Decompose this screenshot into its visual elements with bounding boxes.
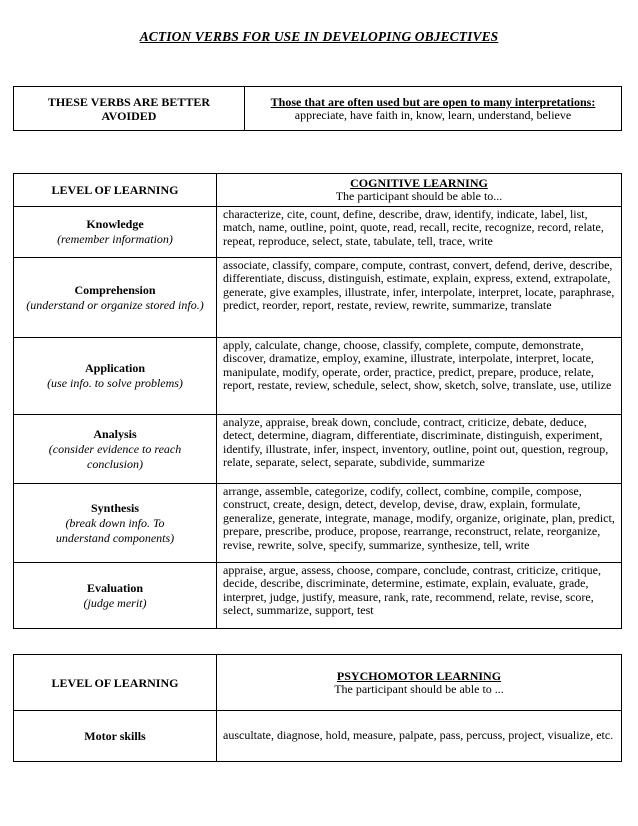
level-name: Application bbox=[84, 361, 145, 375]
psychomotor-subheading: The participant should be able to ... bbox=[334, 681, 504, 696]
avoid-verbs-table bbox=[13, 86, 622, 131]
level-description: (use info. to solve problems) bbox=[47, 376, 183, 390]
psychomotor-level-header: LEVEL OF LEARNING bbox=[14, 655, 217, 711]
level-name: Comprehension bbox=[74, 282, 156, 297]
cognitive-subheading: The participant should be able to... bbox=[335, 189, 503, 203]
verbs-cell: arrange, assemble, categorize, codify, collect, combine, compile, compose, construct, create, design, detect, develop, devise, draw, explain, formulate, generalize, generate, integrate, manage, modify, organize, originate, plan, predict, prepare, prescribe, produce, propose, rearrange, reconstruct, relate, reorganize, revise, rewrite, solve, specify, summarize, synthesize, tell, write bbox=[217, 484, 622, 563]
psychomotor-heading: PSYCHOMOTOR LEARNING bbox=[336, 668, 502, 683]
table-row bbox=[14, 338, 622, 415]
level-description: (break down info. To understand components) bbox=[55, 515, 175, 545]
cognitive-level-header: LEVEL OF LEARNING bbox=[14, 174, 217, 207]
level-description: (judge merit) bbox=[83, 595, 147, 610]
avoid-verbs: appreciate, have faith in, know, learn, understand, believe bbox=[294, 107, 572, 122]
table-row bbox=[14, 711, 622, 762]
psychomotor-header-row bbox=[14, 655, 622, 711]
verbs-cell: appraise, argue, assess, choose, compare, conclude, contrast, criticize, critique, decide, describe, discriminate, determine, estimate, explain, evaluate, grade, interpret, judge, justify, measure, rank, rate, recommend, relate, revise, score, select, summarize, support, test bbox=[217, 563, 622, 629]
level-cell bbox=[14, 258, 217, 338]
table-row bbox=[14, 415, 622, 484]
table-row bbox=[14, 563, 622, 629]
level-cell bbox=[14, 338, 217, 415]
level-cell bbox=[14, 207, 217, 258]
verbs-cell: characterize, cite, count, define, describe, draw, identify, indicate, label, list, match, name, outline, point, quote, read, recall, recite, recognize, record, relate, repeat, reproduce, select, state, tabulate, tell, trace, write bbox=[217, 207, 622, 258]
table-row bbox=[14, 207, 622, 258]
level-cell bbox=[14, 563, 217, 629]
table-row bbox=[14, 258, 622, 338]
level-description: (consider evidence to reach conclusion) bbox=[48, 441, 182, 471]
verbs-cell: apply, calculate, change, choose, classify, complete, compute, demonstrate, discover, dramatize, employ, examine, illustrate, interpolate, interpret, locate, manipulate, modify, operate, order, practice, predict, prepare, produce, relate, report, restate, review, schedule, select, show, sketch, solve, translate, use, utilize bbox=[217, 338, 622, 415]
verbs-cell: analyze, appraise, break down, conclude, contract, criticize, debate, deduce, detect, determine, diagram, differentiate, discriminate, distinguish, experiment, identify, illustrate, infer, inspect, inventory, outline, point out, question, regroup, relate, separate, select, separate, subdivide, summarize bbox=[217, 415, 622, 484]
level-name: Evaluation bbox=[86, 580, 143, 595]
level-name: Analysis bbox=[93, 426, 137, 441]
cognitive-header-row bbox=[14, 174, 622, 207]
table-row bbox=[14, 484, 622, 563]
verbs-cell: associate, classify, compare, compute, contrast, convert, defend, derive, describe, differentiate, discuss, distinguish, estimate, explain, express, extend, extrapolate, generate, give examples, illustrate, infer, interpolate, interpret, locate, paraphrase, predict, reorder, report, restate, review, rewrite, summarize, translate bbox=[217, 258, 622, 338]
cognitive-header-cell bbox=[217, 174, 622, 207]
psychomotor-table bbox=[13, 654, 622, 762]
cognitive-heading: COGNITIVE LEARNING bbox=[350, 176, 488, 190]
avoid-verbs-row bbox=[14, 87, 622, 131]
level-name: Synthesis bbox=[90, 500, 140, 515]
verbs-cell: auscultate, diagnose, hold, measure, palpate, pass, percuss, project, visualize, etc. bbox=[217, 711, 622, 762]
level-name: Knowledge bbox=[86, 217, 144, 231]
level-name: Motor skills bbox=[84, 728, 146, 743]
avoid-heading: Those that are often used but are open to many interpretations: bbox=[270, 94, 596, 109]
avoid-description-cell bbox=[245, 87, 622, 131]
page-title: ACTION VERBS FOR USE IN DEVELOPING OBJECTIVES bbox=[139, 29, 499, 44]
avoid-label: THESE VERBS ARE BETTER AVOIDED bbox=[14, 87, 245, 131]
level-description: (understand or organize stored info.) bbox=[26, 297, 204, 312]
level-cell bbox=[14, 415, 217, 484]
level-cell bbox=[14, 484, 217, 563]
cognitive-table bbox=[13, 173, 622, 629]
level-cell bbox=[14, 711, 217, 762]
level-description: (remember information) bbox=[57, 232, 173, 246]
psychomotor-header-cell bbox=[217, 655, 622, 711]
